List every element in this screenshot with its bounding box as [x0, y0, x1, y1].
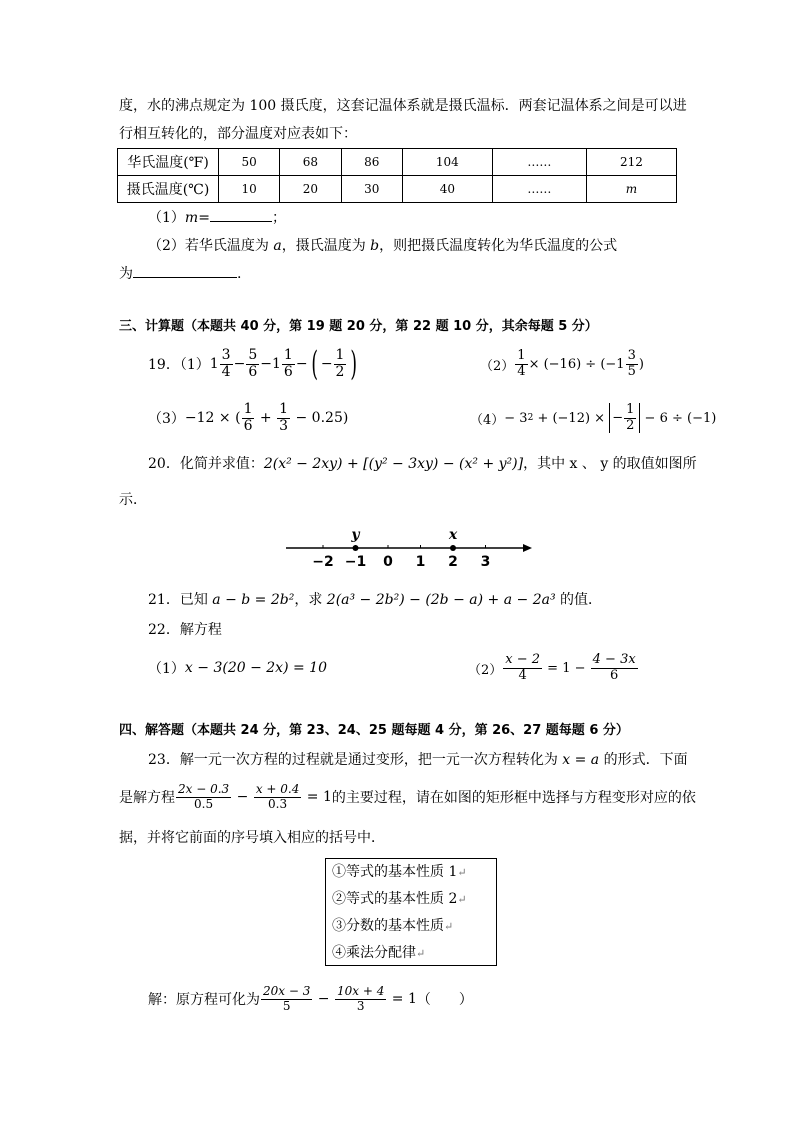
- box-item-label: ③分数的基本性质: [332, 918, 444, 934]
- q23-line-2: [119, 776, 696, 818]
- fraction: [334, 348, 347, 380]
- denominator: 6: [248, 363, 258, 380]
- tick-label: 1: [415, 554, 426, 570]
- denominator: 4: [517, 363, 526, 379]
- table-cell: 10: [219, 176, 280, 203]
- box-item-label: ①等式的基本性质 1: [332, 864, 458, 880]
- tick-label: 3: [480, 554, 491, 570]
- operator: −: [232, 789, 253, 805]
- q2-text: .: [237, 266, 242, 282]
- point-y: [353, 545, 359, 551]
- question-2-line-1: [148, 236, 617, 256]
- denominator: 5: [627, 363, 636, 379]
- q23-text: 的形式．下面: [599, 752, 688, 768]
- point-label-y: y: [351, 528, 360, 543]
- fraction: [261, 985, 312, 1012]
- q23-text: 的主要过程，请在如图的矩形框中选择与方程变形对应的依: [331, 790, 696, 806]
- numerator: 4 − 3x: [592, 652, 636, 668]
- mixed-number: [210, 348, 234, 380]
- operator: −: [260, 356, 272, 372]
- operator: −: [233, 356, 246, 372]
- denominator: 6: [283, 363, 293, 380]
- part-label: （2）: [468, 662, 503, 678]
- q20-line-2: 示．: [119, 492, 147, 508]
- table-cell: 68: [280, 149, 341, 176]
- q1-var: m: [184, 210, 199, 226]
- q19-part-2: [480, 344, 644, 384]
- denominator: 0.3: [268, 796, 288, 811]
- numerator: 1: [517, 348, 526, 364]
- box-item-label: ④乘法分配律: [332, 945, 416, 961]
- operator: +: [255, 410, 277, 426]
- q1-prefix: （1）: [148, 210, 185, 226]
- answer-blank: [133, 277, 237, 278]
- numerator: 3: [627, 348, 636, 364]
- exponent: 2: [527, 413, 534, 423]
- fraction: [515, 349, 527, 379]
- fraction: [503, 653, 542, 683]
- box-item: [326, 886, 496, 913]
- q2-text: ，则把摄氏温度转化为华氏温度的公式: [379, 238, 618, 254]
- question-1: [148, 208, 286, 228]
- section-4-title: 四、解答题（本题共 24 分，第 23、24、25 题每题 4 分，第 26、27 题每题 6 分）: [119, 723, 629, 738]
- q21-given: a − b = 2b²: [212, 592, 295, 608]
- fraction: [335, 985, 386, 1012]
- table-cell: ……: [492, 149, 586, 176]
- fraction: [626, 349, 638, 379]
- numerator: x + 0.4: [255, 782, 300, 797]
- expression-text: − 6 ÷ (−1): [640, 410, 717, 426]
- table-cell: 86: [341, 149, 402, 176]
- expression-text: − 3: [504, 410, 528, 426]
- fraction: [176, 783, 231, 810]
- denominator: 4: [518, 667, 527, 683]
- denominator: 0.5: [194, 796, 214, 811]
- table-cell: 20: [280, 176, 341, 203]
- equation: x − 3(20 − 2x) = 10: [184, 660, 327, 676]
- tick-label: 0: [383, 554, 393, 570]
- q19-part-3: [148, 398, 348, 438]
- part-label: （1）: [148, 661, 185, 677]
- table-cell: 40: [402, 176, 492, 203]
- point-x: [450, 545, 456, 551]
- operator: −: [313, 991, 334, 1007]
- return-icon: ↵: [457, 893, 467, 906]
- tick-label: −1: [344, 554, 367, 570]
- box-item: [326, 913, 496, 940]
- table-cell: m: [586, 176, 676, 203]
- table-row: [118, 149, 677, 176]
- expression-text: −12 × (: [184, 410, 241, 426]
- q1-suffix: ；: [271, 210, 286, 226]
- temperature-table: [117, 148, 677, 203]
- q2-var-a: a: [273, 238, 282, 254]
- answer-blank: [210, 221, 272, 222]
- whole: 1: [271, 356, 281, 372]
- table-cell: 50: [219, 149, 280, 176]
- return-icon: ↵: [416, 947, 426, 960]
- operator: −: [612, 410, 624, 426]
- fraction: [220, 348, 233, 380]
- expression-text: = 1 −: [543, 660, 590, 676]
- q21-mid: ，求: [294, 592, 327, 608]
- part-label: （3）: [148, 411, 185, 427]
- box-item: [326, 859, 496, 886]
- table-header-cell: 华氏温度(℉): [118, 149, 219, 176]
- question-2-line-2: [119, 264, 241, 284]
- denominator: 2: [626, 417, 635, 433]
- denominator: 4: [221, 363, 231, 380]
- q23-eq: x = a: [562, 752, 600, 768]
- answer-paren: （ ）: [416, 992, 473, 1008]
- table-cell: ……: [492, 176, 586, 203]
- q2-text: ，摄氏温度为: [281, 238, 371, 254]
- q2-text: （2）若华氏温度为: [148, 238, 274, 254]
- tick-label: 2: [448, 554, 458, 570]
- q22-part-1: [148, 652, 327, 684]
- part-label: （4）: [470, 412, 505, 428]
- reference-box: [325, 858, 497, 966]
- denominator: 6: [243, 417, 253, 434]
- tick-label: −2: [312, 554, 334, 570]
- paren-open: (: [310, 344, 318, 384]
- fraction: [282, 348, 295, 380]
- table-row: [118, 176, 677, 203]
- numerator: 1: [335, 347, 345, 364]
- operator: −: [320, 356, 333, 372]
- q22-part-2: [468, 648, 639, 688]
- numerator: 1: [279, 401, 289, 418]
- operator: −: [295, 356, 308, 372]
- q23-text: 是解方程: [119, 790, 175, 806]
- expression-text: × (−16) ÷ (−1: [528, 356, 625, 372]
- denominator: 6: [610, 667, 619, 683]
- expression-text: − 0.25): [291, 410, 349, 426]
- q23-text: 23．解一元一次方程的过程就是通过变形，把一元一次方程转化为: [148, 752, 563, 768]
- q20-expression: 2(x² − 2xy) + [(y² − 3xy) − (x² + y²)]: [263, 456, 524, 472]
- q19-part-4: [470, 398, 716, 438]
- table-cell: 30: [341, 176, 402, 203]
- point-label-x: x: [448, 528, 458, 543]
- fraction: [624, 403, 636, 433]
- mixed-number: [272, 348, 296, 380]
- denominator: 2: [335, 363, 345, 380]
- fraction: [254, 783, 302, 810]
- numerator: 20x − 3: [263, 984, 311, 999]
- numerator: 1: [626, 402, 635, 418]
- denominator: 3: [279, 417, 289, 434]
- numerator: x − 2: [505, 652, 541, 668]
- q20-tail: ，其中 x 、 y 的取值如图所: [523, 456, 697, 472]
- numerator: 10x + 4: [337, 984, 385, 999]
- q21-lead: 21．已知: [148, 592, 213, 608]
- whole: 1: [209, 356, 219, 372]
- expression-text: + (−12) ×: [533, 410, 610, 426]
- q21: [148, 590, 602, 610]
- solution-lead: 解：原方程可化为: [148, 992, 260, 1008]
- section-3-title: 三、计算题（本题共 40 分，第 19 题 20 分，第 22 题 10 分，其余每题 5 分）: [119, 319, 598, 334]
- fraction: [246, 348, 259, 380]
- number-line: [280, 528, 540, 574]
- box-item: [326, 940, 496, 967]
- paren-close: ): [638, 356, 644, 372]
- q20-line-1: [148, 454, 697, 474]
- denominator: 5: [282, 998, 291, 1013]
- q21-expression: 2(a³ − 2b²) − (2b − a) + a − 2a³: [326, 592, 556, 608]
- q19-part-1: [148, 344, 361, 384]
- q21-tail: 的值．: [555, 592, 603, 608]
- fraction: [242, 402, 255, 434]
- numerator: 2x − 0.3: [178, 782, 230, 797]
- part-label: （2）: [480, 358, 515, 374]
- return-icon: ↵: [444, 920, 454, 933]
- numerator: 3: [221, 347, 231, 364]
- expression-text: = 1: [302, 789, 332, 805]
- table-cell: 212: [586, 149, 676, 176]
- q20-lead: 20．化简并求值：: [148, 456, 264, 472]
- expression-text: = 1: [387, 991, 417, 1007]
- intro-line-2: 行相互转化的，部分温度对应表如下：: [119, 126, 357, 142]
- q2-text: 为: [119, 266, 133, 282]
- paren-close: ): [350, 344, 358, 384]
- table-cell: 104: [402, 149, 492, 176]
- q2-var-b: b: [370, 238, 380, 254]
- intro-line-1: 度，水的沸点规定为 100 摄氏度，这套记温体系就是摄氏温标．两套记温体系之间是可以进: [119, 98, 687, 114]
- numerator: 1: [243, 401, 253, 418]
- numerator: 1: [283, 347, 293, 364]
- return-icon: ↵: [457, 866, 467, 879]
- absolute-value: [609, 403, 640, 433]
- arrow-icon: [523, 544, 532, 552]
- table-header-cell: 摄氏温度(℃): [118, 176, 219, 203]
- fraction: [277, 402, 290, 434]
- q1-eq: =: [198, 210, 210, 226]
- box-item-label: ②等式的基本性质 2: [332, 891, 458, 907]
- q22-title: 22．解方程: [148, 622, 222, 638]
- q23-solution: [148, 978, 473, 1020]
- denominator: 3: [356, 998, 365, 1013]
- numerator: 5: [248, 347, 258, 364]
- q23-line-3: 据，并将它前面的序号填入相应的括号中．: [119, 830, 385, 846]
- fraction: [591, 653, 638, 683]
- q23-line-1: [148, 750, 688, 770]
- q19-number: 19．（1）: [148, 357, 210, 373]
